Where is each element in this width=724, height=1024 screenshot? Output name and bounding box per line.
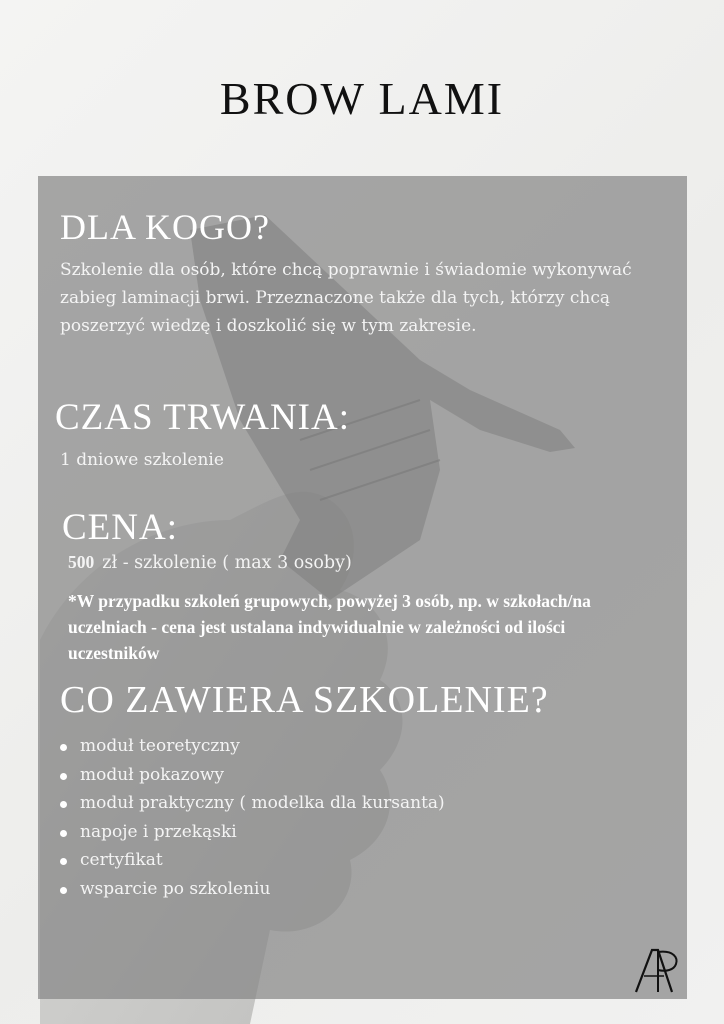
bullet-icon [60, 858, 67, 865]
section-heading-audience: DLA KOGO? [60, 207, 270, 247]
price-line [68, 548, 668, 577]
bullet-icon [60, 773, 67, 780]
list-item: certyfikat [60, 846, 445, 875]
bullet-icon [60, 830, 67, 837]
list-item: moduł praktyczny ( modelka dla kursanta) [60, 789, 445, 818]
content-area [38, 176, 687, 999]
list-item: moduł teoretyczny [60, 732, 445, 761]
bullet-icon [60, 744, 67, 751]
bullet-icon [60, 801, 67, 808]
section-heading-price: CENA: [62, 507, 178, 548]
page-title: BROW LAMI [219, 73, 505, 124]
price-amount: 500 [68, 552, 95, 572]
section-heading-duration: CZAS TRWANIA: [55, 397, 350, 438]
list-item: napoje i przekąski [60, 818, 445, 847]
section-text-duration: 1 dniowe szkolenie [60, 450, 224, 470]
list-item: moduł pokazowy [60, 761, 445, 790]
includes-list [60, 732, 445, 904]
price-note: *W przypadku szkoleń grupowych, powyżej 3 osób, np. w szkołach/na uczelniach - cena jest ustalana indywidualnie w zależności od ilości uczestników [68, 591, 591, 663]
brand-logo [632, 946, 682, 994]
list-item: wsparcie po szkoleniu [60, 875, 445, 904]
bullet-icon [60, 887, 67, 894]
section-heading-includes: CO ZAWIERA SZKOLENIE? [60, 679, 549, 721]
section-text-audience: Szkolenie dla osób, które chcą poprawnie i świadomie wykonywać zabieg laminacji brwi. Przeznaczone także dla tych, którzy chcą poszerzyć wiedzę i doszkolić się w tym zakresie. [60, 260, 632, 336]
price-text: zł - szkolenie ( max 3 osoby) [102, 553, 352, 573]
